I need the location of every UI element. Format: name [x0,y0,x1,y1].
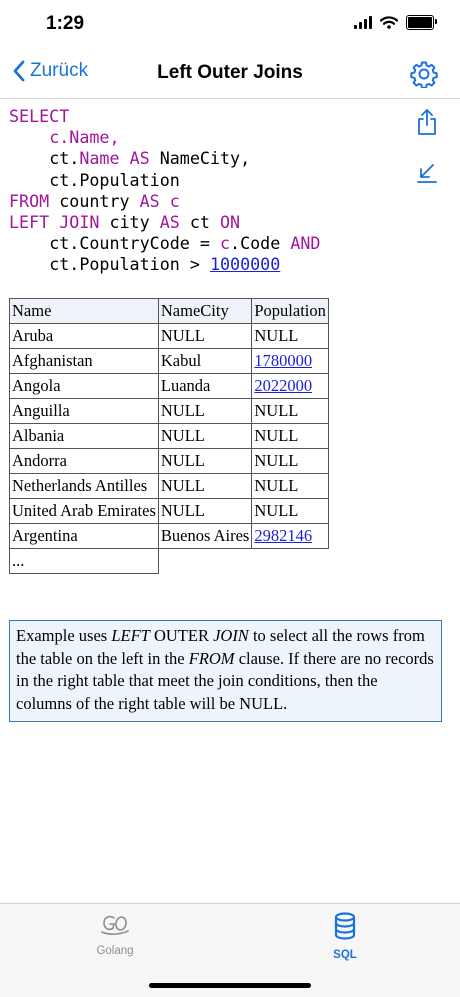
gear-icon [410,60,438,88]
column-header: Population [252,299,329,324]
table-cell: Netherlands Antilles [10,474,159,499]
note-italic: FROM [188,648,235,668]
note-text: OUTER [149,626,214,645]
table-cell: NULL [252,399,329,424]
table-row [10,399,329,424]
back-button[interactable] [12,60,88,82]
table-cell: NULL [158,474,251,499]
sql-keyword: AS [139,190,160,211]
table-cell: Albania [10,424,159,449]
table-cell: NULL [158,424,251,449]
table-cell: Argentina [10,524,159,549]
sql-keyword: Name [79,148,120,169]
table-row [10,324,329,349]
tab-sql-label: SQL [333,949,357,961]
sql-token: NameCity, [159,148,251,169]
tab-sql[interactable] [295,912,395,961]
sql-token: ct [189,212,210,233]
sql-token: ct.Population [49,169,180,190]
column-header: Name [10,299,159,324]
sql-keyword: AS [129,148,150,169]
table-cell: NULL [252,474,329,499]
sql-token: c.Name, [49,127,120,148]
sql-token: ct. [49,148,80,169]
table-cell: NULL [158,449,251,474]
note-italic: LEFT [111,626,150,645]
table-row [10,524,329,549]
result-table [9,298,329,574]
status-bar [0,0,460,50]
explanation-note [9,620,442,722]
table-cell: Angola [10,374,159,399]
number-link[interactable]: 2982146 [254,526,313,545]
table-cell [252,374,329,399]
number-link[interactable]: 2022000 [254,376,313,395]
settings-button[interactable] [410,60,438,93]
table-row [10,449,329,474]
share-icon [416,108,438,136]
table-cell: Aruba [10,324,159,349]
sql-keyword: LEFT JOIN [9,212,100,233]
insert-button[interactable] [416,162,438,189]
sql-number-link[interactable]: 1000000 [209,254,281,275]
tab-bar [0,903,460,997]
number-link[interactable]: 1780000 [254,351,313,370]
status-time: 1:29 [46,13,85,34]
table-row [10,349,329,374]
table-row [10,424,329,449]
sql-keyword: AND [290,233,321,254]
navigation-bar [0,50,460,99]
sql-keyword: FROM [9,190,50,211]
back-button-label: Zurück [30,60,89,81]
database-icon [333,912,357,940]
table-row [10,474,329,499]
sql-token: .Code [230,233,291,254]
chevron-left-icon [12,60,26,82]
column-header: NameCity [158,299,251,324]
table-cell: NULL [158,499,251,524]
table-cell: NULL [252,424,329,449]
arrow-down-left-icon [416,162,438,184]
status-icons [354,15,434,30]
table-cell: NULL [252,499,329,524]
sql-keyword: ON [219,212,241,233]
go-logo-icon [100,912,130,936]
table-cell: NULL [158,399,251,424]
sql-code-block [9,106,320,276]
battery-icon [406,15,434,30]
share-button[interactable] [416,108,438,141]
note-text: clause. If there are no records in the right table that meet the join conditions, then the columns of the right table will be NULL. [16,648,434,713]
wifi-icon [380,16,398,29]
sql-token: c [169,190,180,211]
table-cell: Kabul [158,349,251,374]
table-cell: United Arab Emirates [10,499,159,524]
page-title: Left Outer Joins [157,62,303,83]
tab-golang[interactable] [65,912,165,957]
table-cell: Anguilla [10,399,159,424]
table-cell: NULL [158,324,251,349]
sql-keyword: SELECT [9,106,70,126]
table-header-row [10,299,329,324]
sql-token: ct.Population > [49,254,210,275]
sql-token: city [109,212,150,233]
sql-token: country [59,190,130,211]
table-cell: Luanda [158,374,251,399]
table-cell: NULL [252,324,329,349]
table-cell: Afghanistan [10,349,159,374]
note-text: to select all the rows from the table on the left in the [16,626,425,668]
tab-golang-label: Golang [96,945,134,957]
table-row [10,499,329,524]
note-text: Example uses [16,626,112,645]
sql-token: c [219,233,231,254]
signal-icon [354,16,372,29]
sql-token: ct.CountryCode = [49,233,220,254]
table-row [10,374,329,399]
table-cell: Buenos Aires [158,524,251,549]
table-cell [252,524,329,549]
table-cell: NULL [252,449,329,474]
table-more-cell: ... [10,549,159,574]
note-italic: JOIN [213,626,249,645]
home-indicator [149,983,311,988]
table-row-more [10,549,329,574]
table-cell [252,349,329,374]
table-cell: Andorra [10,449,159,474]
sql-keyword: AS [159,212,180,233]
